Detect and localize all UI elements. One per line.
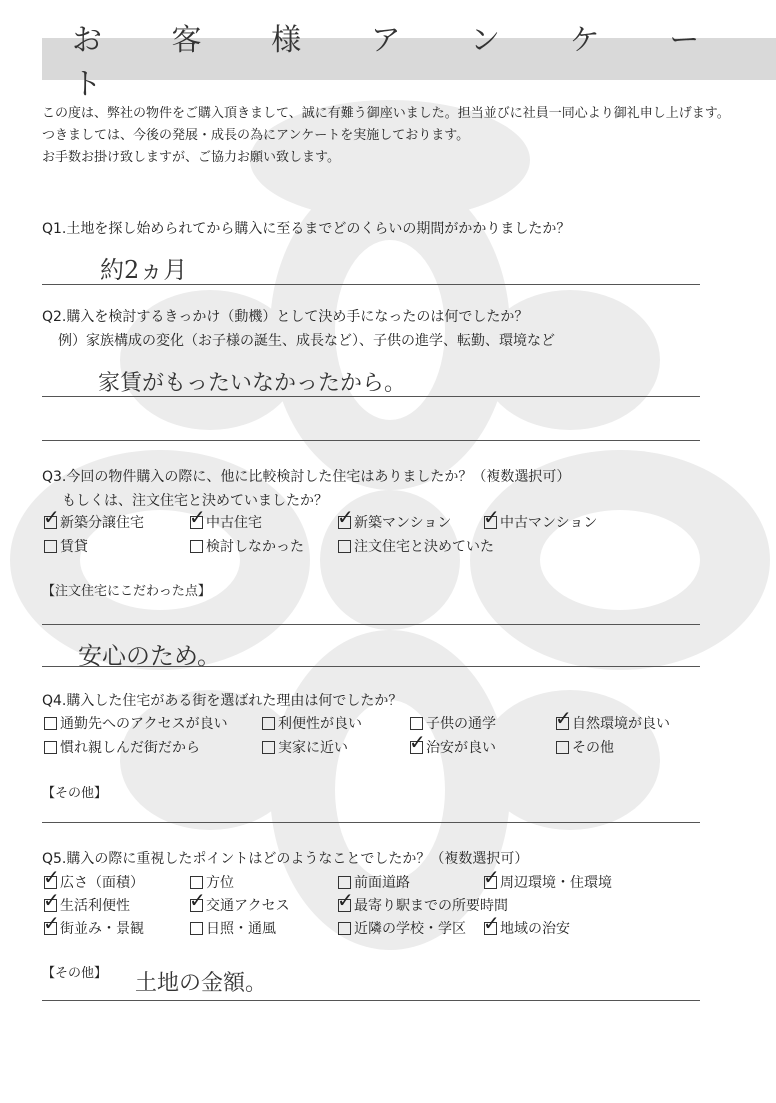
checkbox[interactable] (43, 910, 60, 935)
q5-option[interactable] (189, 887, 290, 915)
option-label: 検討しなかった (206, 539, 304, 555)
q3-option[interactable] (190, 536, 304, 556)
q5-option[interactable] (43, 910, 144, 938)
checkbox[interactable] (337, 887, 354, 912)
checkbox[interactable] (483, 910, 500, 935)
q5-question: Q5.購入の際に重視したポイントはどのようなことでしたか？（複数選択可） (42, 851, 529, 867)
q1-question: Q1.土地を探し始められてから購入に至るまでどのくらいの期間がかかりましたか？ (42, 221, 571, 237)
q2-answer: 家賃がもったいなかったから。 (98, 371, 407, 396)
check-mark-icon: ✓ (189, 504, 206, 529)
option-label: 治安が良い (426, 740, 496, 756)
option-label: 実家に近い (278, 740, 348, 756)
checkbox[interactable] (262, 717, 275, 730)
checkbox[interactable] (555, 705, 572, 730)
q5-other-answer: 土地の金額。 (135, 971, 268, 996)
q5-other-label: 【その他】 (42, 966, 108, 981)
q2-answer-line-2 (42, 440, 700, 441)
checkbox[interactable] (483, 864, 500, 889)
page-title: お 客 様 ア ン ケ ー ト (72, 23, 730, 102)
option-label: 交通アクセス (206, 898, 290, 914)
option-label: 新築分譲住宅 (60, 515, 144, 531)
intro-line-2: つきましては、今後の発展・成長の為にアンケートを実施しております。 (42, 128, 470, 143)
checkbox[interactable] (483, 504, 500, 529)
check-mark-icon: ✓ (409, 729, 426, 754)
checkbox[interactable] (189, 504, 206, 529)
option-label: 賃貸 (60, 539, 88, 555)
checkbox[interactable] (409, 729, 426, 754)
option-label: その他 (572, 740, 614, 756)
check-mark-icon: ✓ (43, 864, 60, 889)
q3-option[interactable] (483, 504, 598, 532)
checkbox[interactable] (190, 922, 203, 935)
option-label: 注文住宅と決めていた (354, 539, 494, 555)
checkbox[interactable] (338, 876, 351, 889)
check-mark-icon: ✓ (337, 504, 354, 529)
q3-sub-answer: 安心のため。 (78, 642, 222, 670)
option-label: 中古住宅 (206, 515, 262, 531)
option-label: 周辺環境・住環境 (500, 875, 612, 891)
q5-option[interactable] (338, 918, 466, 938)
check-mark-icon: ✓ (555, 705, 572, 730)
option-label: 近隣の学校・学区 (354, 921, 466, 937)
q3-question: Q3.今回の物件購入の際に、他に比較検討した住宅はありましたか？（複数選択可） (42, 469, 571, 485)
check-mark-icon: ✓ (189, 887, 206, 912)
checkbox[interactable] (189, 887, 206, 912)
q4-question: Q4.購入した住宅がある街を選ばれた理由は何でしたか？ (42, 693, 403, 709)
q3-option[interactable] (337, 504, 452, 532)
q5-option[interactable] (190, 918, 276, 938)
q1-answer-line (42, 284, 700, 285)
check-mark-icon: ✓ (43, 910, 60, 935)
check-mark-icon: ✓ (483, 864, 500, 889)
option-label: 日照・通風 (206, 921, 276, 937)
check-mark-icon: ✓ (483, 910, 500, 935)
option-label: 生活利便性 (60, 898, 130, 914)
q4-other-label: 【その他】 (42, 786, 108, 801)
q4-option[interactable] (555, 705, 670, 733)
check-mark-icon: ✓ (483, 504, 500, 529)
option-label: 利便性が良い (278, 716, 362, 732)
q3-option[interactable] (189, 504, 262, 532)
q2-example: 例）家族構成の変化（お子様の誕生、成長など）、子供の進学、転勤、環境など (58, 333, 555, 349)
checkbox[interactable] (338, 540, 351, 553)
checkbox[interactable] (43, 504, 60, 529)
q2-question: Q2.購入を検討するきっかけ（動機）として決め手になったのは何でしたか？ (42, 309, 529, 325)
option-label: 中古マンション (500, 515, 598, 531)
option-label: 新築マンション (354, 515, 452, 531)
option-label: 広さ（面積） (60, 875, 144, 891)
check-mark-icon: ✓ (337, 887, 354, 912)
q3-option[interactable] (338, 536, 494, 556)
check-mark-icon: ✓ (43, 887, 60, 912)
q4-option[interactable] (262, 737, 348, 757)
option-label: 街並み・景観 (60, 921, 144, 937)
q3-question-2: もしくは、注文住宅と決めていましたか？ (62, 493, 328, 509)
q3-sub-line-2 (42, 666, 700, 667)
q5-other-line (42, 1000, 700, 1001)
checkbox[interactable] (44, 540, 57, 553)
option-label: 前面道路 (354, 875, 410, 891)
q4-option[interactable] (409, 729, 496, 757)
intro-line-1: この度は、弊社の物件をご購入頂きまして、誠に有難う御座いました。担当並びに社員一同心より御礼申し上げます。 (42, 106, 730, 121)
check-mark-icon: ✓ (43, 504, 60, 529)
q3-sub-label: 【注文住宅にこだわった点】 (42, 584, 211, 599)
q4-option[interactable] (556, 737, 614, 757)
q2-answer-line-1 (42, 396, 700, 397)
checkbox[interactable] (190, 876, 203, 889)
option-label: 最寄り駅までの所要時間 (354, 898, 508, 914)
checkbox[interactable] (262, 741, 275, 754)
checkbox[interactable] (410, 717, 423, 730)
option-label: 通勤先へのアクセスが良い (60, 716, 228, 732)
checkbox[interactable] (44, 717, 57, 730)
title-band (42, 23, 776, 102)
option-label: 子供の通学 (426, 716, 496, 732)
intro-line-3: お手数お掛け致しますが、ご協力お願い致します。 (42, 150, 340, 165)
q3-option[interactable] (43, 504, 144, 532)
checkbox[interactable] (190, 540, 203, 553)
checkbox[interactable] (337, 504, 354, 529)
q4-option[interactable] (262, 713, 362, 733)
q3-sub-line-1 (42, 624, 700, 625)
option-label: 慣れ親しんだ街だから (60, 740, 200, 756)
option-label: 方位 (206, 875, 234, 891)
option-label: 自然環境が良い (572, 716, 670, 732)
q1-answer: 約2ヵ月 (100, 256, 188, 284)
q4-option[interactable] (44, 713, 228, 733)
q3-option[interactable] (44, 536, 88, 556)
q5-option[interactable] (483, 864, 612, 892)
checkbox[interactable] (43, 864, 60, 889)
checkbox[interactable] (44, 741, 57, 754)
checkbox[interactable] (43, 887, 60, 912)
q4-other-line (42, 822, 700, 823)
q4-option[interactable] (44, 737, 200, 757)
checkbox[interactable] (556, 741, 569, 754)
checkbox[interactable] (338, 922, 351, 935)
q5-option[interactable] (483, 910, 570, 938)
option-label: 地域の治安 (500, 921, 570, 937)
